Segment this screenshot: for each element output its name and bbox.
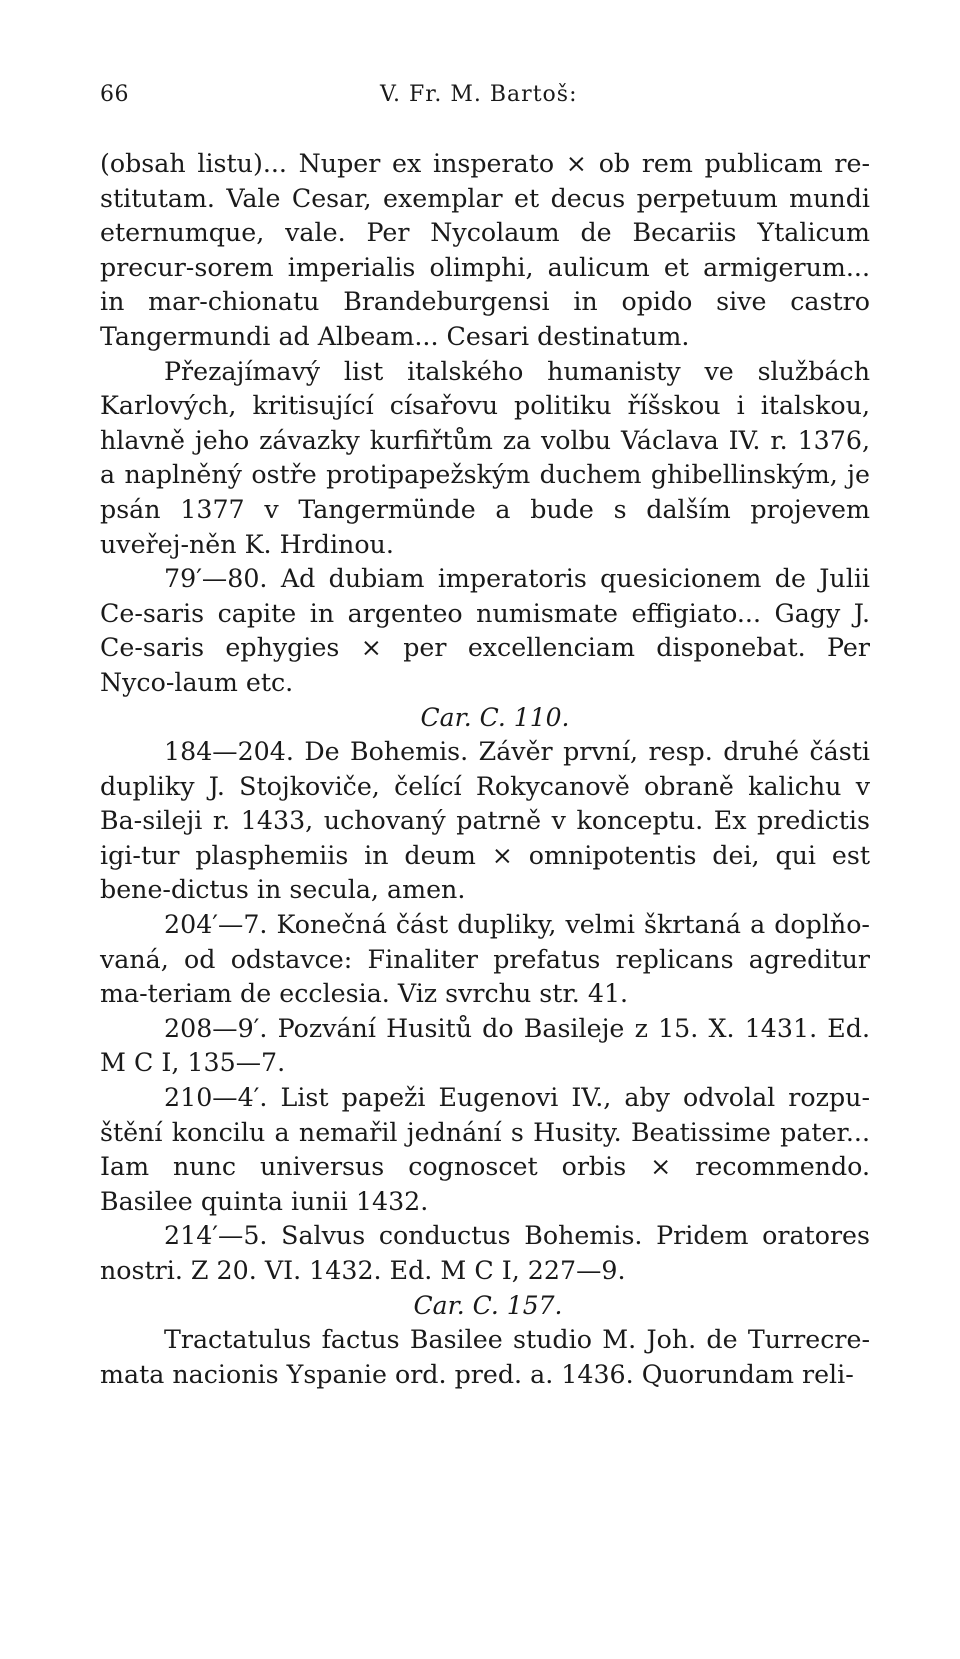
text-line: 79′—80. Ad dubiam imperatoris quesicionem de Julii Ce-: [100, 564, 870, 628]
text-line: laum etc.: [174, 667, 294, 697]
text-line: M C I, 135—7.: [100, 1048, 286, 1078]
text-line: stitutam. Vale Cesar, exemplar et decus perpetuum mundi: [100, 183, 870, 213]
paragraph: [100, 1081, 870, 1219]
text-line: teriam de ecclesia. Viz svrchu str. 41.: [147, 979, 629, 1009]
text-line: dupliky J. Stojkoviče, čelící Rokycanově obraně kalichu v Ba-: [100, 771, 870, 836]
text-line: hlavně jeho závazky kurfiřtům za volbu Václava IV. r. 1376,: [100, 425, 870, 455]
text-line: Tractatulus factus Basilee studio M. Joh. de Turrecre-: [164, 1325, 870, 1355]
text-line: 210—4′. List papeži Eugenovi IV., aby odvolal rozpu-: [164, 1083, 870, 1113]
text-line: a naplněný ostře protipapežským duchem ghibellinským, je: [100, 460, 870, 490]
text-line: sileji r. 1433, uchovaný patrně v konceptu. Ex predictis igi-: [100, 806, 870, 870]
paragraph: [100, 355, 870, 563]
text-line: štění koncilu a nemařil jednání s Husity. Beatissime pater...: [100, 1117, 870, 1147]
paragraph: [100, 562, 870, 700]
paragraph: [100, 1012, 870, 1081]
header-author: V. Fr. M. Bartoš:: [380, 82, 578, 107]
text-line: Iam nunc universus cognoscet orbis × recommendo. Basilee: [100, 1152, 870, 1216]
text-line: vaná, od odstavce: Finaliter prefatus replicans agreditur ma-: [100, 944, 870, 1009]
text-line: saris ephygies × per excellenciam disponebat. Per Nyco-: [100, 633, 870, 697]
page-number: 66: [100, 82, 129, 107]
manuscript-siglum: Car. C. 110.: [420, 702, 570, 732]
paragraph: [100, 735, 870, 908]
text-line: sorem imperialis olimphi, aulicum et armigerum... in mar-: [100, 252, 870, 317]
text-line: saris capite in argenteo numismate effigiato... Gagy J. Ce-: [100, 598, 870, 663]
text-line: tur plasphemiis in deum × omnipotentis dei, qui est bene-: [100, 840, 870, 905]
text-line: eternumque, vale. Per Nycolaum de Becariis Ytalicum precur-: [100, 218, 870, 282]
text-line: 184—204. De Bohemis. Závěr první, resp. druhé části: [164, 737, 870, 767]
text-line: mata nacionis Yspanie ord. pred. a. 1436. Quorundam reli-: [100, 1359, 854, 1389]
text-line: ad Albeam... Cesari destinatum.: [278, 321, 690, 351]
document-page: [100, 82, 870, 1392]
body-text: [100, 147, 870, 1392]
text-line: něn K. Hrdinou.: [189, 529, 394, 559]
text-line: nostri. Z 20. VI. 1432. Ed. M C I, 227—9.: [100, 1256, 626, 1285]
paragraph: [100, 147, 870, 355]
text-line: chionatu Brandeburgensi in opido sive castro Tangermundi: [100, 287, 870, 351]
text-line: 204′—7. Konečná část dupliky, velmi škrtaná a doplňo-: [164, 910, 870, 940]
running-head: [100, 82, 870, 122]
paragraph: [100, 908, 870, 1012]
paragraph: [100, 1219, 870, 1288]
text-line: 214′—5. Salvus conductus Bohemis. Pridem oratores: [164, 1221, 870, 1251]
paragraph: [100, 1323, 870, 1392]
text-line: 208—9′. Pozvání Husitů do Basileje z 15. X. 1431. Ed.: [164, 1013, 870, 1043]
text-line: (obsah listu)... Nuper ex insperato × ob rem publicam re-: [100, 149, 870, 178]
manuscript-siglum: Car. C. 157.: [413, 1290, 563, 1320]
text-line: quinta iunii 1432.: [200, 1186, 429, 1216]
text-line: psán 1377 v Tangermünde a bude s dalším projevem uveřej-: [100, 494, 870, 559]
text-line: Přezajímavý list italského humanisty ve službách: [164, 356, 870, 386]
text-line: Karlových, kritisující císařovu politiku říšskou i italskou,: [100, 391, 870, 421]
text-line: dictus in secula, amen.: [170, 875, 466, 905]
